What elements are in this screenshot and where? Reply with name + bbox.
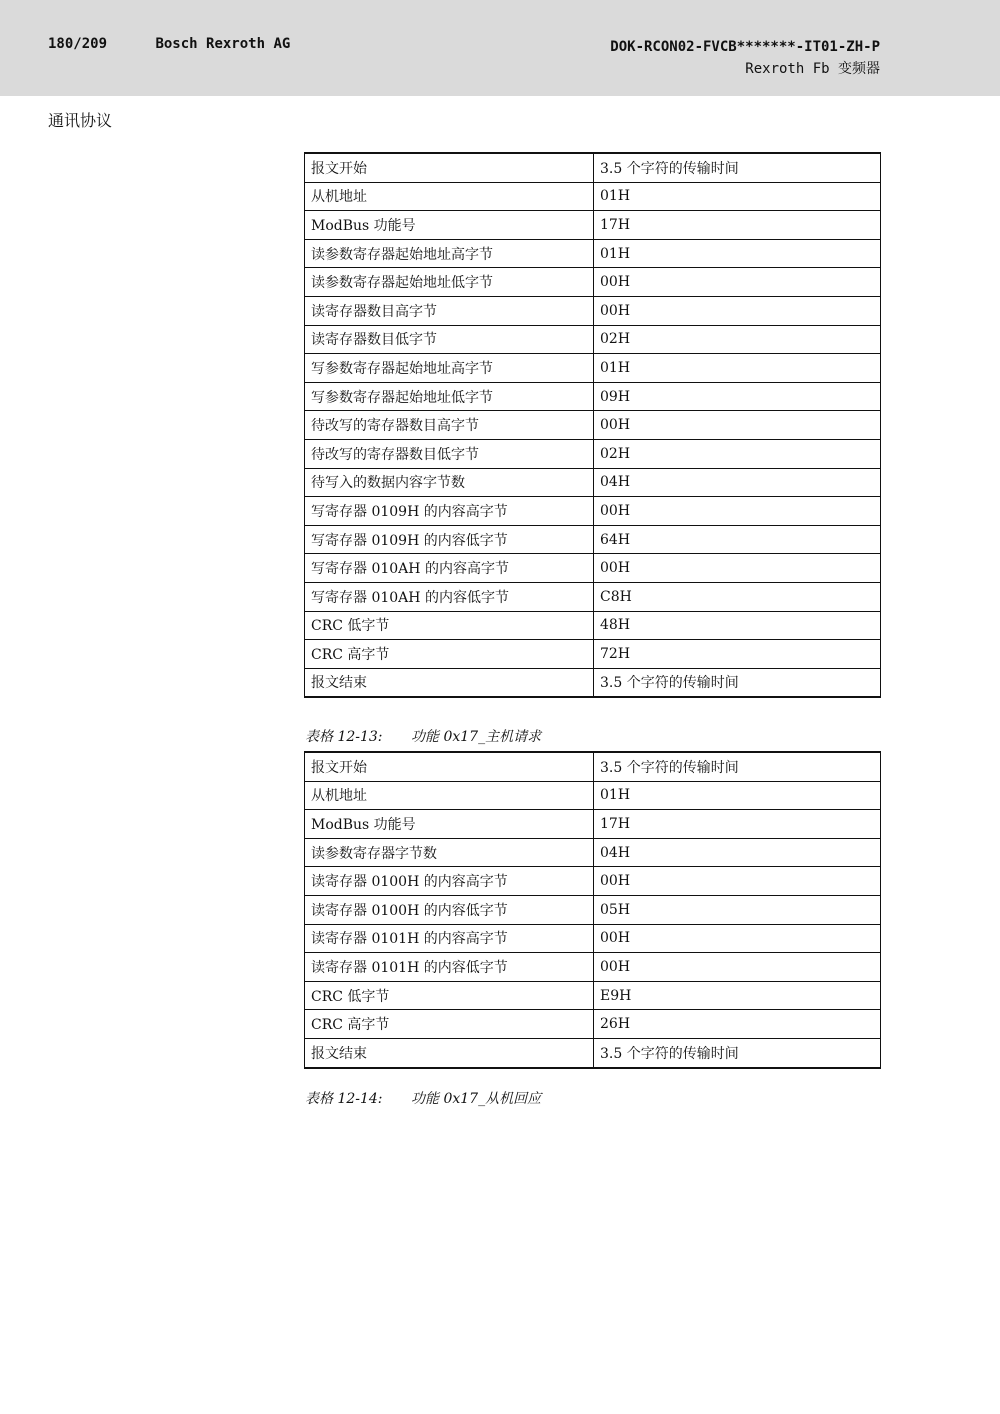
table-row xyxy=(305,382,881,411)
field-name-cell: 读参数寄存器起始地址高字节 xyxy=(305,239,594,268)
field-value-cell: 72H xyxy=(594,640,881,669)
field-value-cell: 3.5 个字符的传输时间 xyxy=(594,752,881,781)
table-row xyxy=(305,354,881,383)
table-row xyxy=(305,895,881,924)
table-row xyxy=(305,239,881,268)
table-row xyxy=(305,867,881,896)
table-row xyxy=(305,640,881,669)
field-value-cell: 09H xyxy=(594,382,881,411)
field-value-cell: 02H xyxy=(594,325,881,354)
field-value-cell: 00H xyxy=(594,411,881,440)
table-row xyxy=(305,325,881,354)
table-row xyxy=(305,924,881,953)
field-value-cell: 01H xyxy=(594,354,881,383)
table-row xyxy=(305,211,881,240)
master-request-table xyxy=(304,152,881,698)
table-row xyxy=(305,153,881,182)
field-name-cell: ModBus 功能号 xyxy=(305,810,594,839)
field-value-cell: 48H xyxy=(594,611,881,640)
table-row xyxy=(305,497,881,526)
field-value-cell: 64H xyxy=(594,525,881,554)
company-name: Bosch Rexroth AG xyxy=(155,36,291,52)
table-row xyxy=(305,781,881,810)
field-value-cell: 00H xyxy=(594,953,881,982)
field-name-cell: 待写入的数据内容字节数 xyxy=(305,468,594,497)
field-value-cell: 02H xyxy=(594,439,881,468)
field-name-cell: 报文开始 xyxy=(305,752,594,781)
field-value-cell: 04H xyxy=(594,838,881,867)
field-value-cell: 3.5 个字符的传输时间 xyxy=(594,153,881,182)
product-name: Rexroth Fb 变频器 xyxy=(745,61,880,77)
table-caption-master-request xyxy=(305,726,541,746)
caption-number: 表格 12-14: xyxy=(305,1091,383,1107)
table-row xyxy=(305,525,881,554)
field-name-cell: CRC 高字节 xyxy=(305,640,594,669)
table-row xyxy=(305,296,881,325)
field-value-cell: 00H xyxy=(594,554,881,583)
header-left xyxy=(48,36,290,52)
field-name-cell: 写寄存器 010AH 的内容低字节 xyxy=(305,582,594,611)
field-value-cell: 00H xyxy=(594,867,881,896)
field-value-cell: 00H xyxy=(594,296,881,325)
document-id: DOK-RCON02-FVCB*******-IT01-ZH-P xyxy=(610,39,880,55)
table-row xyxy=(305,554,881,583)
field-name-cell: 从机地址 xyxy=(305,182,594,211)
field-name-cell: 读寄存器 0101H 的内容高字节 xyxy=(305,924,594,953)
table-row xyxy=(305,582,881,611)
field-name-cell: CRC 高字节 xyxy=(305,1010,594,1039)
table-row xyxy=(305,268,881,297)
table-row xyxy=(305,1010,881,1039)
field-value-cell: 3.5 个字符的传输时间 xyxy=(594,668,881,697)
field-name-cell: 读参数寄存器起始地址低字节 xyxy=(305,268,594,297)
field-name-cell: 读寄存器 0100H 的内容低字节 xyxy=(305,895,594,924)
field-name-cell: 报文结束 xyxy=(305,1038,594,1067)
page-number: 180/209 xyxy=(48,36,108,52)
field-value-cell: 04H xyxy=(594,468,881,497)
field-value-cell: E9H xyxy=(594,981,881,1010)
field-name-cell: 读寄存器数目低字节 xyxy=(305,325,594,354)
caption-number: 表格 12-13: xyxy=(305,729,383,745)
field-value-cell: 00H xyxy=(594,268,881,297)
table-row xyxy=(305,611,881,640)
field-name-cell: 写参数寄存器起始地址高字节 xyxy=(305,354,594,383)
section-title: 通讯协议 xyxy=(48,111,113,130)
field-name-cell: 读寄存器 0101H 的内容低字节 xyxy=(305,953,594,982)
table-row xyxy=(305,668,881,697)
field-value-cell: 00H xyxy=(594,497,881,526)
field-name-cell: 报文结束 xyxy=(305,668,594,697)
field-value-cell: 01H xyxy=(594,781,881,810)
page-header xyxy=(0,0,1000,96)
field-name-cell: CRC 低字节 xyxy=(305,611,594,640)
field-name-cell: 写寄存器 0109H 的内容高字节 xyxy=(305,497,594,526)
field-name-cell: 读寄存器数目高字节 xyxy=(305,296,594,325)
table-caption-slave-response xyxy=(305,1088,541,1108)
field-name-cell: 待改写的寄存器数目高字节 xyxy=(305,411,594,440)
field-name-cell: 报文开始 xyxy=(305,153,594,182)
field-value-cell: 3.5 个字符的传输时间 xyxy=(594,1038,881,1067)
field-value-cell: 01H xyxy=(594,239,881,268)
field-name-cell: 写寄存器 0109H 的内容低字节 xyxy=(305,525,594,554)
table-row xyxy=(305,439,881,468)
table-row xyxy=(305,752,881,781)
field-name-cell: 待改写的寄存器数目低字节 xyxy=(305,439,594,468)
field-name-cell: 读参数寄存器字节数 xyxy=(305,838,594,867)
slave-response-table xyxy=(304,751,881,1069)
caption-text: 功能 0x17_从机回应 xyxy=(411,1091,542,1107)
caption-text: 功能 0x17_主机请求 xyxy=(411,729,542,745)
table-row xyxy=(305,1038,881,1067)
field-name-cell: 从机地址 xyxy=(305,781,594,810)
field-value-cell: 05H xyxy=(594,895,881,924)
field-value-cell: 01H xyxy=(594,182,881,211)
master-request-table-body xyxy=(305,153,881,697)
table-row xyxy=(305,810,881,839)
table-row xyxy=(305,182,881,211)
table-row xyxy=(305,468,881,497)
field-name-cell: ModBus 功能号 xyxy=(305,211,594,240)
slave-response-table-body xyxy=(305,752,881,1068)
field-name-cell: 读寄存器 0100H 的内容高字节 xyxy=(305,867,594,896)
table-row xyxy=(305,953,881,982)
field-name-cell: 写寄存器 010AH 的内容高字节 xyxy=(305,554,594,583)
field-value-cell: 26H xyxy=(594,1010,881,1039)
header-right xyxy=(610,36,880,80)
field-name-cell: CRC 低字节 xyxy=(305,981,594,1010)
table-row xyxy=(305,838,881,867)
table-row xyxy=(305,411,881,440)
field-value-cell: 17H xyxy=(594,810,881,839)
field-value-cell: C8H xyxy=(594,582,881,611)
field-value-cell: 00H xyxy=(594,924,881,953)
field-value-cell: 17H xyxy=(594,211,881,240)
field-name-cell: 写参数寄存器起始地址低字节 xyxy=(305,382,594,411)
table-row xyxy=(305,981,881,1010)
